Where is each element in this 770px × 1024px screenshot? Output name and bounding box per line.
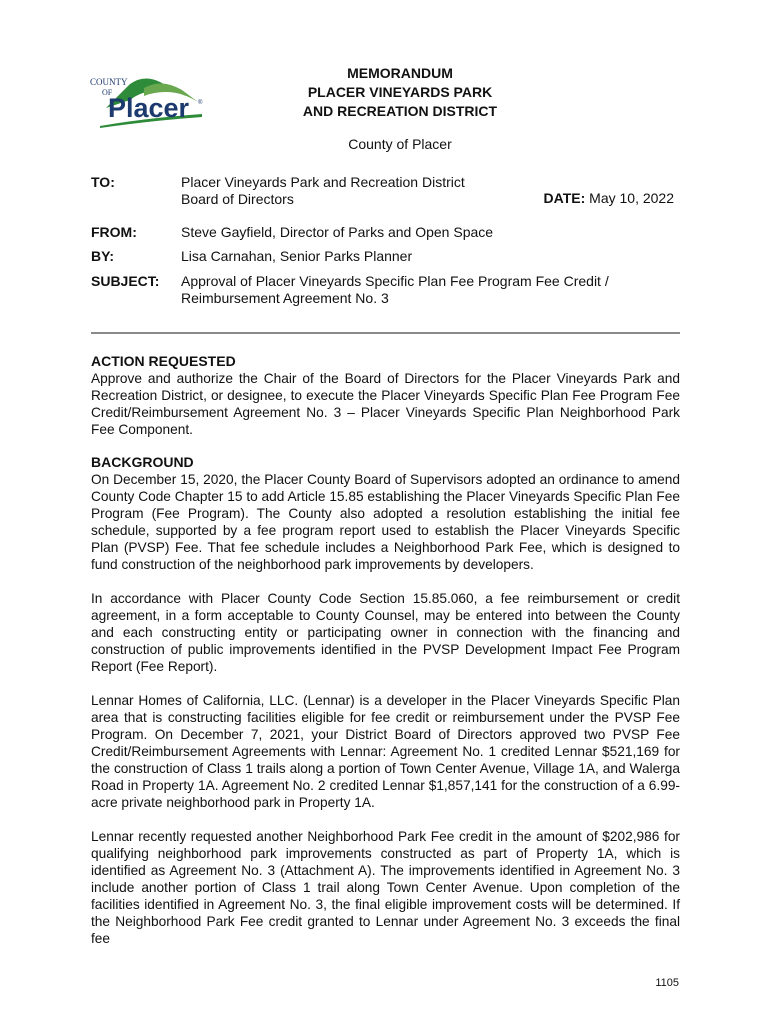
page-number: 1105	[655, 977, 679, 989]
to-value	[181, 174, 465, 208]
logo-registered-mark: ®	[198, 100, 203, 106]
subject-line2: Reimbursement Agreement No. 3	[181, 290, 389, 306]
district-name-line1: PLACER VINEYARDS PARK	[307, 84, 493, 100]
subject-line1: Approval of Placer Vineyards Specific Plan Fee Program Fee Credit /	[181, 273, 609, 289]
logo-county-text: COUNTY	[90, 77, 128, 87]
header-divider	[91, 332, 680, 334]
from-value: Steve Gayfield, Director of Parks and Open Space	[181, 224, 494, 240]
memo-body	[91, 353, 680, 947]
county-of-placer-logo	[86, 70, 210, 130]
background-paragraph: Lennar recently requested another Neighborhood Park Fee credit in the amount of $202,986 for qualifying neighborhood park improvements constructed as part of Property 1A, which is identified as Agreement No. 3 (Attachment A). The improvements identified in Agreement No. 3 include another portion of Class 1 trail along Town Center Avenue. Upon completion of the facilities identified in Agreement No. 3, the final eligible improvement costs will be determined. If the Neighborhood Park Fee credit granted to Lennar under Agreement No. 3 exceeds the final fee	[91, 829, 680, 946]
background-paragraph: In accordance with Placer County Code Section 15.85.060, a fee reimbursement or credit agreement, in a form acceptable to County Counsel, may be entered into between the County and each constructing entity or participating owner in connection with the financing and construction of public improvements identified in the PVSP Development Impact Fee Program Report (Fee Report).	[91, 591, 680, 674]
date-value: May 10, 2022	[589, 190, 674, 206]
action-requested-text: Approve and authorize the Chair of the Board of Directors for the Placer Vineyards Park and Recreation District, or designee, to execute the Placer Vineyards Specific Plan Fee Program Fee Credit/Reimbursement Agreement No. 3 – Placer Vineyards Specific Plan Neighborhood Park Fee Component.	[91, 371, 680, 437]
subject-label: SUBJECT:	[91, 273, 160, 289]
by-label: BY:	[91, 248, 115, 264]
logo-placer-text: Placer	[108, 93, 190, 123]
date-label: DATE:	[543, 190, 586, 206]
background-paragraph: On December 15, 2020, the Placer County Board of Supervisors adopted an ordinance to amend County Code Chapter 15 to add Article 15.85 establishing the Placer Vineyards Specific Plan Fee Program (Fee Program). The County also adopted a resolution establishing the initial fee schedule, supported by a fee program report used to establish the Placer Vineyards Specific Plan (PVSP) Fee. That fee schedule includes a Neighborhood Park Fee, which is designed to fund construction of the neighborhood park improvements by developers.	[91, 472, 680, 572]
county-of-placer-line: County of Placer	[348, 136, 452, 152]
background-heading: BACKGROUND	[91, 454, 194, 470]
memo-heading	[240, 64, 560, 121]
logo-of-text: OF	[102, 88, 113, 97]
by-value: Lisa Carnahan, Senior Parks Planner	[181, 248, 413, 264]
memo-title: MEMORANDUM	[347, 65, 453, 81]
date-line	[544, 190, 674, 206]
from-label: FROM:	[91, 224, 137, 240]
to-recipient-line1: Placer Vineyards Park and Recreation District	[181, 174, 465, 190]
subject-value	[181, 273, 609, 307]
district-name-line2: AND RECREATION DISTRICT	[302, 103, 498, 119]
to-label: TO:	[91, 174, 115, 190]
placer-logo-icon	[86, 70, 210, 130]
to-recipient-line2: Board of Directors	[181, 191, 294, 207]
background-paragraph: Lennar Homes of California, LLC. (Lennar) is a developer in the Placer Vineyards Specific Plan area that is constructing facilities eligible for fee credit or reimbursement under the PVSP Fee Program. On December 7, 2021, your District Board of Directors approved two PVSP Fee Credit/Reimbursement Agreements with Lennar: Agreement No. 1 credited Lennar $521,169 for the construction of Class 1 trails along a portion of Town Center Avenue, Village 1A, and Walerga Road in Property 1A. Agreement No. 2 credited Lennar $1,857,141 for the construction of a 6.99-acre private neighborhood park in Property 1A.	[91, 693, 680, 810]
action-requested-heading: ACTION REQUESTED	[91, 353, 236, 369]
